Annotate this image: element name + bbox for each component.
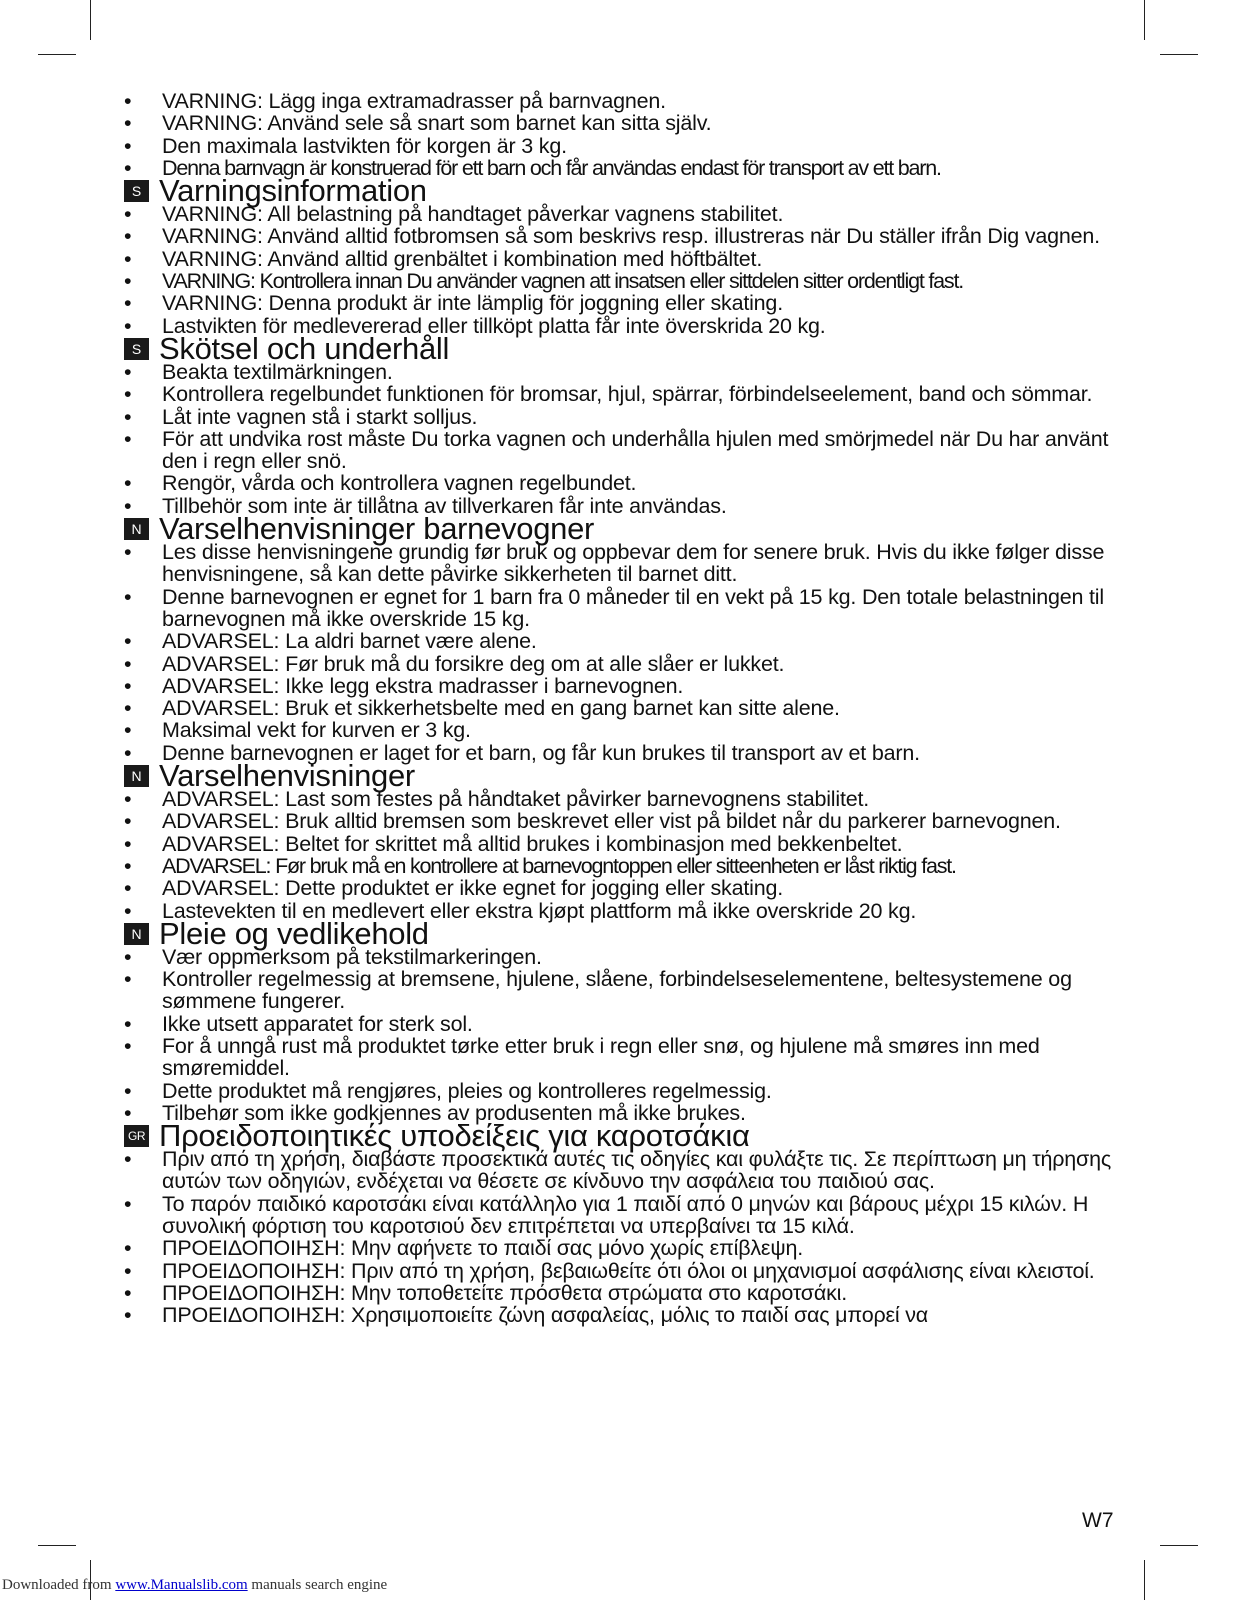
page-content [124, 90, 1114, 1327]
list-item: • Το παρόν παιδικό καροτσάκι είναι κατάλληλο για 1 παιδί από 0 μηνών και βάρους μέχρι 15 κιλών. Η συνολική φόρτιση του καροτσιού δεν επιτρέπεται να υπερβαίνει τα 15 κιλά. [124, 1193, 1114, 1238]
page-number: W7 [1082, 1509, 1114, 1532]
list-item: • ADVARSEL: Før bruk må du forsikre deg om at alle slåer er lukket. [124, 653, 1114, 675]
section [124, 758, 1114, 923]
list-item: • Beakta textilmärkningen. [124, 361, 1114, 383]
list-item: • ADVARSEL: La aldri barnet være alene. [124, 630, 1114, 652]
manualslib-link[interactable]: www.Manualslib.com [115, 1577, 248, 1593]
list-item: • Vær oppmerksom på tekstilmarkeringen. [124, 946, 1114, 968]
list-item: • Denna barnvagn är konstruerad för ett barn och får användas endast för transport av ett barn. [124, 157, 1114, 179]
section [124, 330, 1114, 518]
sections [124, 173, 1114, 1328]
section-title: Varselhenvisninger [159, 758, 415, 794]
list-item: • ADVARSEL: Ikke legg ekstra madrasser i barnevognen. [124, 675, 1114, 697]
list-item: • Dette produktet må rengjøres, pleies og kontrolleres regelmessig. [124, 1080, 1114, 1102]
crop-mark [38, 54, 76, 55]
section-list [124, 361, 1114, 517]
crop-mark [90, 0, 91, 40]
list-item: • Kontroller regelmessig at bremsene, hjulene, slåene, forbindelseselementene, beltesystemene og sømmene fungerer. [124, 968, 1114, 1013]
section-list [124, 946, 1114, 1124]
language-badge: S [124, 338, 149, 360]
language-badge: S [124, 180, 149, 202]
list-item: • Denne barnevognen er egnet for 1 barn fra 0 måneder til en vekt på 15 kg. Den totale belastningen til barnevognen må ikke overskride 15 kg. [124, 586, 1114, 631]
language-badge: GR [124, 1125, 149, 1147]
list-item: • Lastvikten för medlevererad eller tillköpt platta får inte överskrida 20 kg. [124, 315, 1114, 337]
list-item: • ΠΡΟΕΙΔΟΠΟΙΗΣΗ: Πριν από τη χρήση, βεβαιωθείτε ότι όλοι οι μηχανισμοί ασφάλισης είναι κλειστοί. [124, 1260, 1114, 1282]
section-list [124, 203, 1114, 337]
list-item: • ADVARSEL: Bruk et sikkerhetsbelte med en gang barnet kan sitte alene. [124, 697, 1114, 719]
list-item: • Rengör, vårda och kontrollera vagnen regelbundet. [124, 472, 1114, 494]
section-heading [124, 915, 1114, 951]
section-title: Pleie og vedlikehold [159, 915, 429, 951]
list-item: • För att undvika rost måste Du torka vagnen och underhålla hjulen med smörjmedel när Du har använt den i regn eller snö. [124, 428, 1114, 473]
section-title: Varselhenvisninger barnevogner [159, 511, 595, 547]
list-item: • VARNING: Använd sele så snart som barnet kan sitta själv. [124, 112, 1114, 134]
section [124, 915, 1114, 1125]
section-heading [124, 511, 1114, 547]
section-heading [124, 330, 1114, 366]
list-item: • ADVARSEL: Beltet for skrittet må alltid brukes i kombinasjon med bekkenbeltet. [124, 833, 1114, 855]
list-item: • Kontrollera regelbundet funktionen för bromsar, hjul, spärrar, förbindelseelement, band och sömmar. [124, 383, 1114, 405]
list-item: • VARNING: Kontrollera innan Du använder vagnen att insatsen eller sittdelen sitter ordentligt fast. [124, 270, 1114, 292]
list-item: • Tillbehör som inte är tillåtna av tillverkaren får inte användas. [124, 495, 1114, 517]
list-item: • VARNING: All belastning på handtaget påverkar vagnens stabilitet. [124, 203, 1114, 225]
list-item: • VARNING: Använd alltid grenbältet i kombination med höftbältet. [124, 248, 1114, 270]
download-footer [2, 1577, 387, 1594]
section [124, 511, 1114, 765]
section-heading [124, 758, 1114, 794]
list-item: • Denne barnevognen er laget for et barn, og får kun brukes til transport av et barn. [124, 742, 1114, 764]
list-item: • VARNING: Använd alltid fotbromsen så som beskrivs resp. illustreras när Du ställer ifrån Dig vagnen. [124, 225, 1114, 247]
intro-list [124, 90, 1114, 179]
section-heading [124, 1118, 1114, 1154]
list-item: • Tilbehør som ikke godkjennes av produsenten må ikke brukes. [124, 1102, 1114, 1124]
section-title: Προειδοποιητικές υποδείξεις για καροτσάκια [159, 1118, 750, 1154]
list-item: • Ikke utsett apparatet for sterk sol. [124, 1013, 1114, 1035]
language-badge: N [124, 923, 149, 945]
crop-mark [1144, 0, 1145, 40]
crop-mark [1160, 54, 1198, 55]
list-item: • Lastevekten til en medlevert eller ekstra kjøpt plattform må ikke overskride 20 kg. [124, 900, 1114, 922]
crop-mark [1160, 1545, 1198, 1546]
footer-suffix: manuals search engine [247, 1577, 388, 1593]
list-item: • ADVARSEL: Last som festes på håndtaket påvirker barnevognens stabilitet. [124, 788, 1114, 810]
section-list [124, 1148, 1114, 1326]
section [124, 1118, 1114, 1328]
list-item: • ΠΡΟΕΙΔΟΠΟΙΗΣΗ: Χρησιμοποιείτε ζώνη ασφαλείας, μόλις το παιδί σας μπορεί να [124, 1304, 1114, 1326]
crop-mark [1144, 1560, 1145, 1600]
language-badge: N [124, 518, 149, 540]
crop-mark [38, 1545, 76, 1546]
section [124, 173, 1114, 338]
list-item: • ADVARSEL: Dette produktet er ikke egnet for jogging eller skating. [124, 877, 1114, 899]
section-heading [124, 173, 1114, 209]
section-list [124, 541, 1114, 764]
footer-prefix: Downloaded from [2, 1577, 116, 1593]
list-item: • ΠΡΟΕΙΔΟΠΟΙΗΣΗ: Μην τοποθετείτε πρόσθετα στρώματα στο καροτσάκι. [124, 1282, 1114, 1304]
list-item: • For å unngå rust må produktet tørke etter bruk i regn eller snø, og hjulene må smøres inn med smøremiddel. [124, 1035, 1114, 1080]
list-item: • Maksimal vekt for kurven er 3 kg. [124, 719, 1114, 741]
list-item: • ADVARSEL: Bruk alltid bremsen som beskrevet eller vist på bildet når du parkerer barnevognen. [124, 810, 1114, 832]
list-item: • ADVARSEL: Før bruk må en kontrollere at barnevogntoppen eller sitteenheten er låst riktig fast. [124, 855, 1114, 877]
list-item: • Låt inte vagnen stå i starkt solljus. [124, 406, 1114, 428]
section-title: Skötsel och underhåll [159, 330, 450, 366]
list-item: • Den maximala lastvikten för korgen är 3 kg. [124, 135, 1114, 157]
section-list [124, 788, 1114, 922]
section-title: Varningsinformation [159, 173, 427, 209]
list-item: • Πριν από τη χρήση, διαβάστε προσεκτικά αυτές τις οδηγίες και φυλάξτε τις. Σε περίπτωση μη τήρησης αυτών των οδηγιών, ενδέχεται να θέσετε σε κίνδυνο την ασφάλεια του παιδιού σας. [124, 1148, 1114, 1193]
language-badge: N [124, 765, 149, 787]
list-item: • VARNING: Denna produkt är inte lämplig för joggning eller skating. [124, 292, 1114, 314]
list-item: • Les disse henvisningene grundig før bruk og oppbevar dem for senere bruk. Hvis du ikke følger disse henvisningene, så kan dette påvirke sikkerheten til barnet ditt. [124, 541, 1114, 586]
list-item: • ΠΡΟΕΙΔΟΠΟΙΗΣΗ: Μην αφήνετε το παιδί σας μόνο χωρίς επίβλεψη. [124, 1237, 1114, 1259]
list-item: • VARNING: Lägg inga extramadrasser på barnvagnen. [124, 90, 1114, 112]
